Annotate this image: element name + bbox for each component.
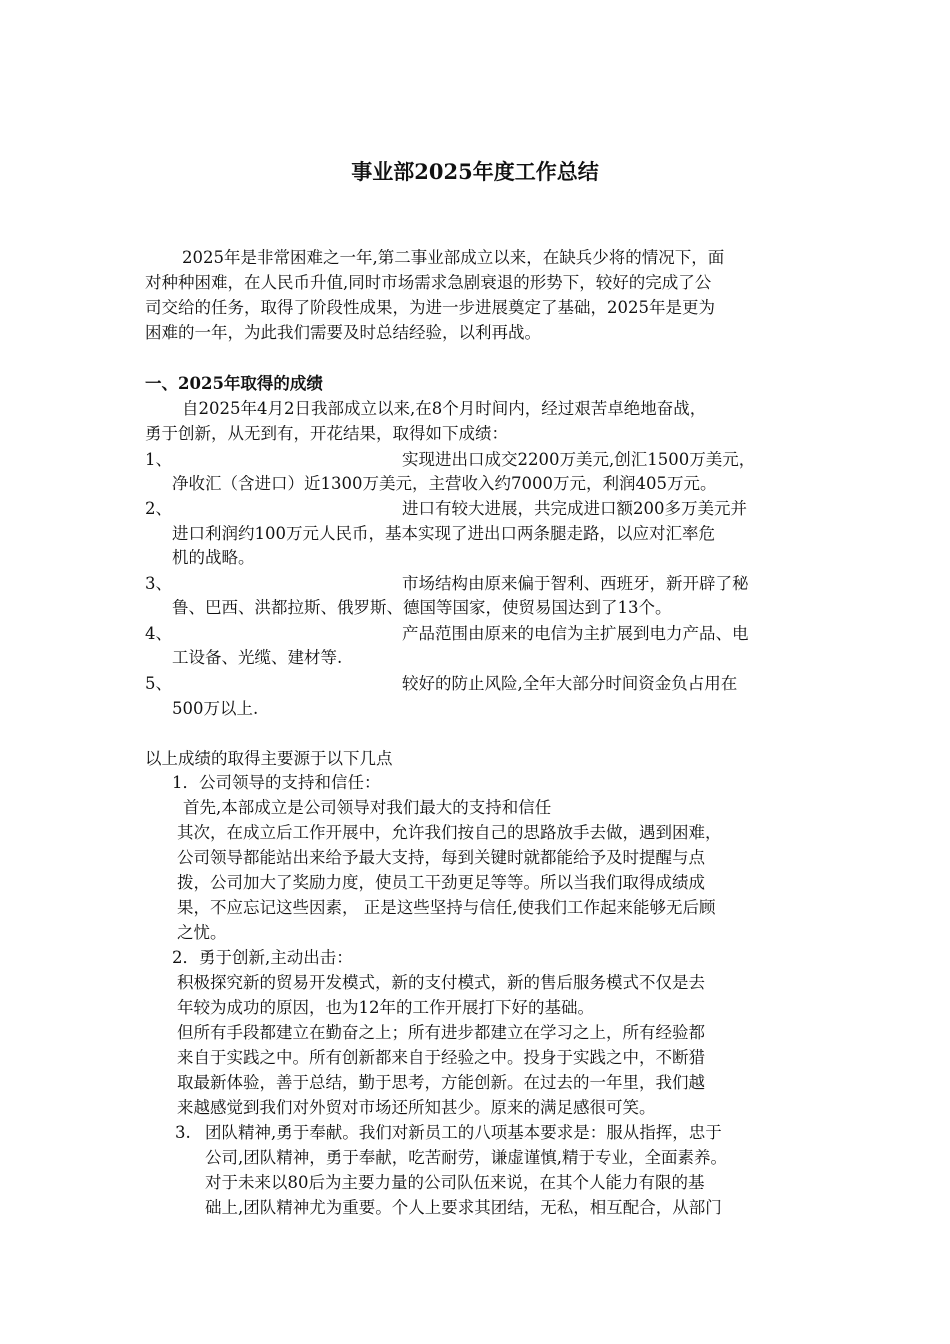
list-item-text: 进口有较大进展，共完成进口额200多万美元并 [402,499,747,518]
list-item-text: 净收汇（含进口）近1300万美元，主营收入约7000万元，利润405万元。 [172,474,717,493]
reason-line: 取最新体验，善于总结，勤于思考，方能创新。在过去的一年里，我们越 [177,1073,705,1092]
list-item-number: 3、 [145,574,172,593]
intro-line: 司交给的任务，取得了阶段性成果，为进一步进展奠定了基础，2025年是更为 [145,298,715,317]
reason-number: 3. [175,1123,191,1142]
list-item-text: 工设备、光缆、建材等. [172,648,343,667]
intro-line: 困难的一年，为此我们需要及时总结经验，以利再战。 [145,323,541,342]
reason-heading: 1．公司领导的支持和信任： [172,773,381,792]
reason-line: 年较为成功的原因，也为12年的工作开展打下好的基础。 [177,998,594,1017]
list-item-text: 较好的防止风险,全年大部分时间资金负占用在 [402,674,738,693]
list-item-text: 鲁、巴西、洪都拉斯、俄罗斯、德国等国家，使贸易国达到了13个。 [172,598,672,617]
reason-line: 对于未来以80后为主要力量的公司队伍来说，在其个人能力有限的基 [205,1173,705,1192]
reason-line: 团队精神,勇于奉献。我们对新员工的八项基本要求是：服从指挥，忠于 [205,1123,722,1142]
section-heading: 一、2025年取得的成绩 [145,374,323,393]
reason-line: 其次，在成立后工作开展中，允许我们按自己的思路放手去做，遇到困难， [177,823,722,842]
list-item-number: 1、 [145,450,172,469]
reason-line: 来越感觉到我们对外贸对市场还所知甚少。原来的满足感很可笑。 [177,1098,656,1117]
intro-line: 2025年是非常困难之一年,第二事业部成立以来，在缺兵少将的情况下，面 [182,248,725,267]
reason-line: 来自于实践之中。所有创新都来自于经验之中。投身于实践之中，不断猎 [177,1048,705,1067]
list-item-number: 5、 [145,674,172,693]
reasons-intro: 以上成绩的取得主要源于以下几点 [145,749,393,768]
reason-line: 但所有手段都建立在勤奋之上；所有进步都建立在学习之上，所有经验都 [177,1023,705,1042]
list-item-text: 市场结构由原来偏于智利、西班牙，新开辟了秘 [402,574,749,593]
document-title: 事业部2025年度工作总结 [351,159,599,184]
reason-line: 果，不应忘记这些因素， 正是这些坚持与信任,使我们工作起来能够无后顾 [177,898,716,917]
reason-line: 公司,团队精神，勇于奉献，吃苦耐劳，谦虚谨慎,精于专业，全面素养。 [205,1148,727,1167]
list-item-text: 500万以上. [172,699,259,718]
list-item-number: 2、 [145,499,172,518]
reason-line: 公司领导都能站出来给予最大支持，每到关键时就都能给予及时提醒与点 [177,848,705,867]
reason-heading: 2．勇于创新,主动出击： [172,948,353,967]
reason-line: 拨，公司加大了奖励力度，使员工干劲更足等等。所以当我们取得成绩成 [177,873,705,892]
reason-line: 之忧。 [177,923,227,942]
intro-line: 对种种困难，在人民币升值,同时市场需求急剧衰退的形势下，较好的完成了公 [145,273,712,292]
list-item-text: 机的战略。 [172,548,255,567]
list-item-text: 产品范围由原来的电信为主扩展到电力产品、电 [402,624,749,643]
reason-line: 积极探究新的贸易开发模式，新的支付模式，新的售后服务模式不仅是去 [177,973,705,992]
list-item-text: 进口利润约100万元人民币，基本实现了进出口两条腿走路，以应对汇率危 [172,524,715,543]
reason-line: 首先,本部成立是公司领导对我们最大的支持和信任 [183,798,552,817]
list-item-text: 实现进出口成交2200万美元,创汇1500万美元， [402,450,756,469]
reason-line: 础上,团队精神尤为重要。个人上要求其团结，无私，相互配合，从部门 [205,1198,722,1217]
section-lead-line: 自2025年4月2日我部成立以来,在8个月时间内，经过艰苦卓绝地奋战， [182,399,707,418]
list-item-number: 4、 [145,624,172,643]
section-lead-line: 勇于创新，从无到有，开花结果，取得如下成绩： [145,424,508,443]
